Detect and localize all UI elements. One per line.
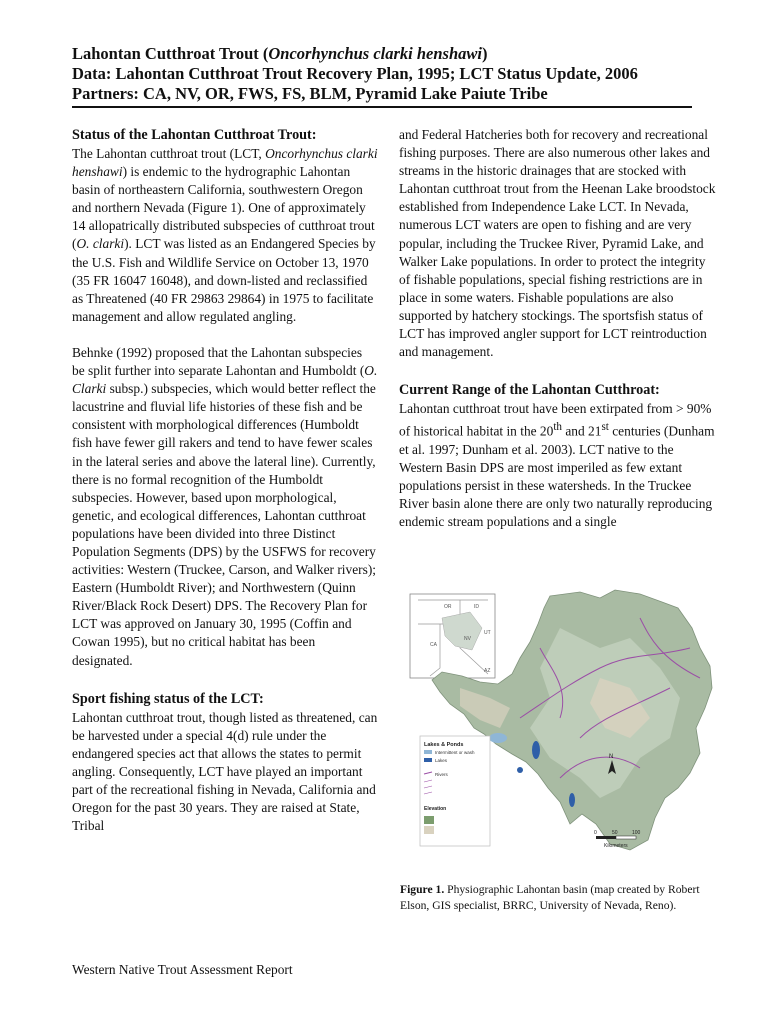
north-label: N [609, 754, 614, 760]
lahontan-basin-map [400, 588, 718, 858]
legend-title: Lakes & Ponds [424, 742, 464, 748]
inset-map [410, 594, 495, 678]
legend-item-rivers: Rivers [435, 772, 448, 777]
legend-item-lakes: Lakes [435, 758, 448, 763]
right-column [399, 126, 719, 531]
inset-label-az: AZ [484, 668, 491, 674]
left-column [72, 126, 378, 835]
legend-item-intermittent: Intermittent or wash [435, 750, 475, 755]
document-header [72, 44, 692, 104]
inset-label-id: ID [474, 604, 479, 610]
range-paragraph: Lahontan cutthroat trout have been extirpated from > 90% of historical habitat in the 20th and 21st centuries (Dunham et al. 1997; Dunham et al. 2003). LCT native to the Western Basin DPS are most imperiled as few extant populations persist in these watersheds. In the Truckee River basin alone there are only two naturally reproducing endemic stream populations and a single [399, 401, 715, 530]
map-graphic [400, 588, 718, 858]
scale-tick-0: 0 [594, 830, 597, 836]
inset-label-ut: UT [484, 630, 491, 636]
figure-caption: Figure 1. Physiographic Lahontan basin (map created by Robert Elson, GIS specialist, BRRC, University of Nevada, Reno). [400, 883, 700, 912]
header-title: Lahontan Cutthroat Trout (Oncorhynchus clarki henshawi) [72, 44, 488, 63]
sport-paragraph-1: Lahontan cutthroat trout, though listed as threatened, can be harvested under a special 4(d) rule under the endangered species act that allows the states to permit angling. Consequently, LCT have played an important part of the recreational fishing in Nevada, California and Oregon for the past 30 years. They are raised at State, Tribal [72, 709, 378, 834]
scale-unit: Kilometers [604, 843, 628, 849]
header-partners: Partners: CA, NV, OR, FWS, FS, BLM, Pyramid Lake Paiute Tribe [72, 84, 548, 103]
status-heading: Status of the Lahontan Cutthroat Trout: [72, 127, 317, 143]
status-paragraph-1: The Lahontan cutthroat trout (LCT, Oncorhynchus clarki henshawi) is endemic to the hydrographic Lahontan basin of northeastern California, southwestern Oregon and northern Nevada (Figure 1). One of approximately 14 allopatrically distributed subspecies of cutthroat trout (O. clarki). LCT was listed as an Endangered Species by the U.S. Fish and Wildlife Service on October 13, 1970 (35 FR 16047 16048), and down-listed and reclassified as Threatened (40 FR 29863 29864) in 1975 to facilitate management and allow regulated angling. [72, 146, 378, 324]
inset-label-ca: CA [430, 642, 437, 648]
range-heading: Current Range of the Lahontan Cutthroat: [399, 382, 660, 399]
map-legend [420, 736, 490, 846]
sport-paragraph-2: and Federal Hatcheries both for recovery and recreational fishing purposes. There are also numerous other lakes and streams in the historic drainages that are stocked with Lahontan cutthroat trout from the Heenan Lake broodstock established from Independence Lake LCT. In Nevada, numerous LCT waters are open to fishing and are very popular, including the Truckee River, Pyramid Lake, and Walker Lake populations. In order to protect the integrity of fishable populations, special fishing restrictions are in place in some waters. Fishable populations are also supported by hatchery stockings. The sportsfish status of LCT has improved angler support for LCT reintroduction and management. [399, 127, 716, 360]
scale-tick-100: 100 [632, 830, 641, 836]
sport-heading: Sport fishing status of the LCT: [72, 690, 264, 707]
header-data-source: Data: Lahontan Cutthroat Trout Recovery Plan, 1995; LCT Status Update, 2006 [72, 64, 638, 83]
status-paragraph-2: Behnke (1992) proposed that the Lahontan subspecies be split further into separate Lahontan and Humboldt (O. Clarki subsp.) subspecies, which would better reflect the lacustrine and fluvial life histories of these fish and be consistent with morphological differences (Humboldt fish have fewer gill rakers and tend to have fewer scales in the lateral series and above the lateral line). Currently, there is no formal recognition of the Humboldt subspecies. However, based upon morphological, genetic, and ecological differences, Lahontan cutthroat populations have been divided into three Distinct Population Segments (DPS) by the USFWS for recovery activities: Western (Truckee, Carson, and Walker rivers); Eastern (Humboldt River); and Northwestern (Quinn River/Black Rock Desert) DPS. The Recovery Plan for LCT was approved on January 30, 1995 (Coffin and Cowan 1995), but no critical habitat has been designated. [72, 344, 378, 668]
scale-tick-50: 50 [612, 830, 618, 836]
header-rule [72, 106, 692, 108]
species-name: Oncorhynchus clarki henshawi [268, 44, 482, 63]
inset-label-nv: NV [464, 636, 471, 642]
page-footer: Western Native Trout Assessment Report [72, 962, 293, 977]
inset-label-or: OR [444, 604, 452, 610]
legend-item-elevation: Elevation [424, 806, 447, 812]
walker-lake [569, 793, 575, 807]
pyramid-lake [532, 741, 540, 759]
lake-small [517, 767, 523, 773]
